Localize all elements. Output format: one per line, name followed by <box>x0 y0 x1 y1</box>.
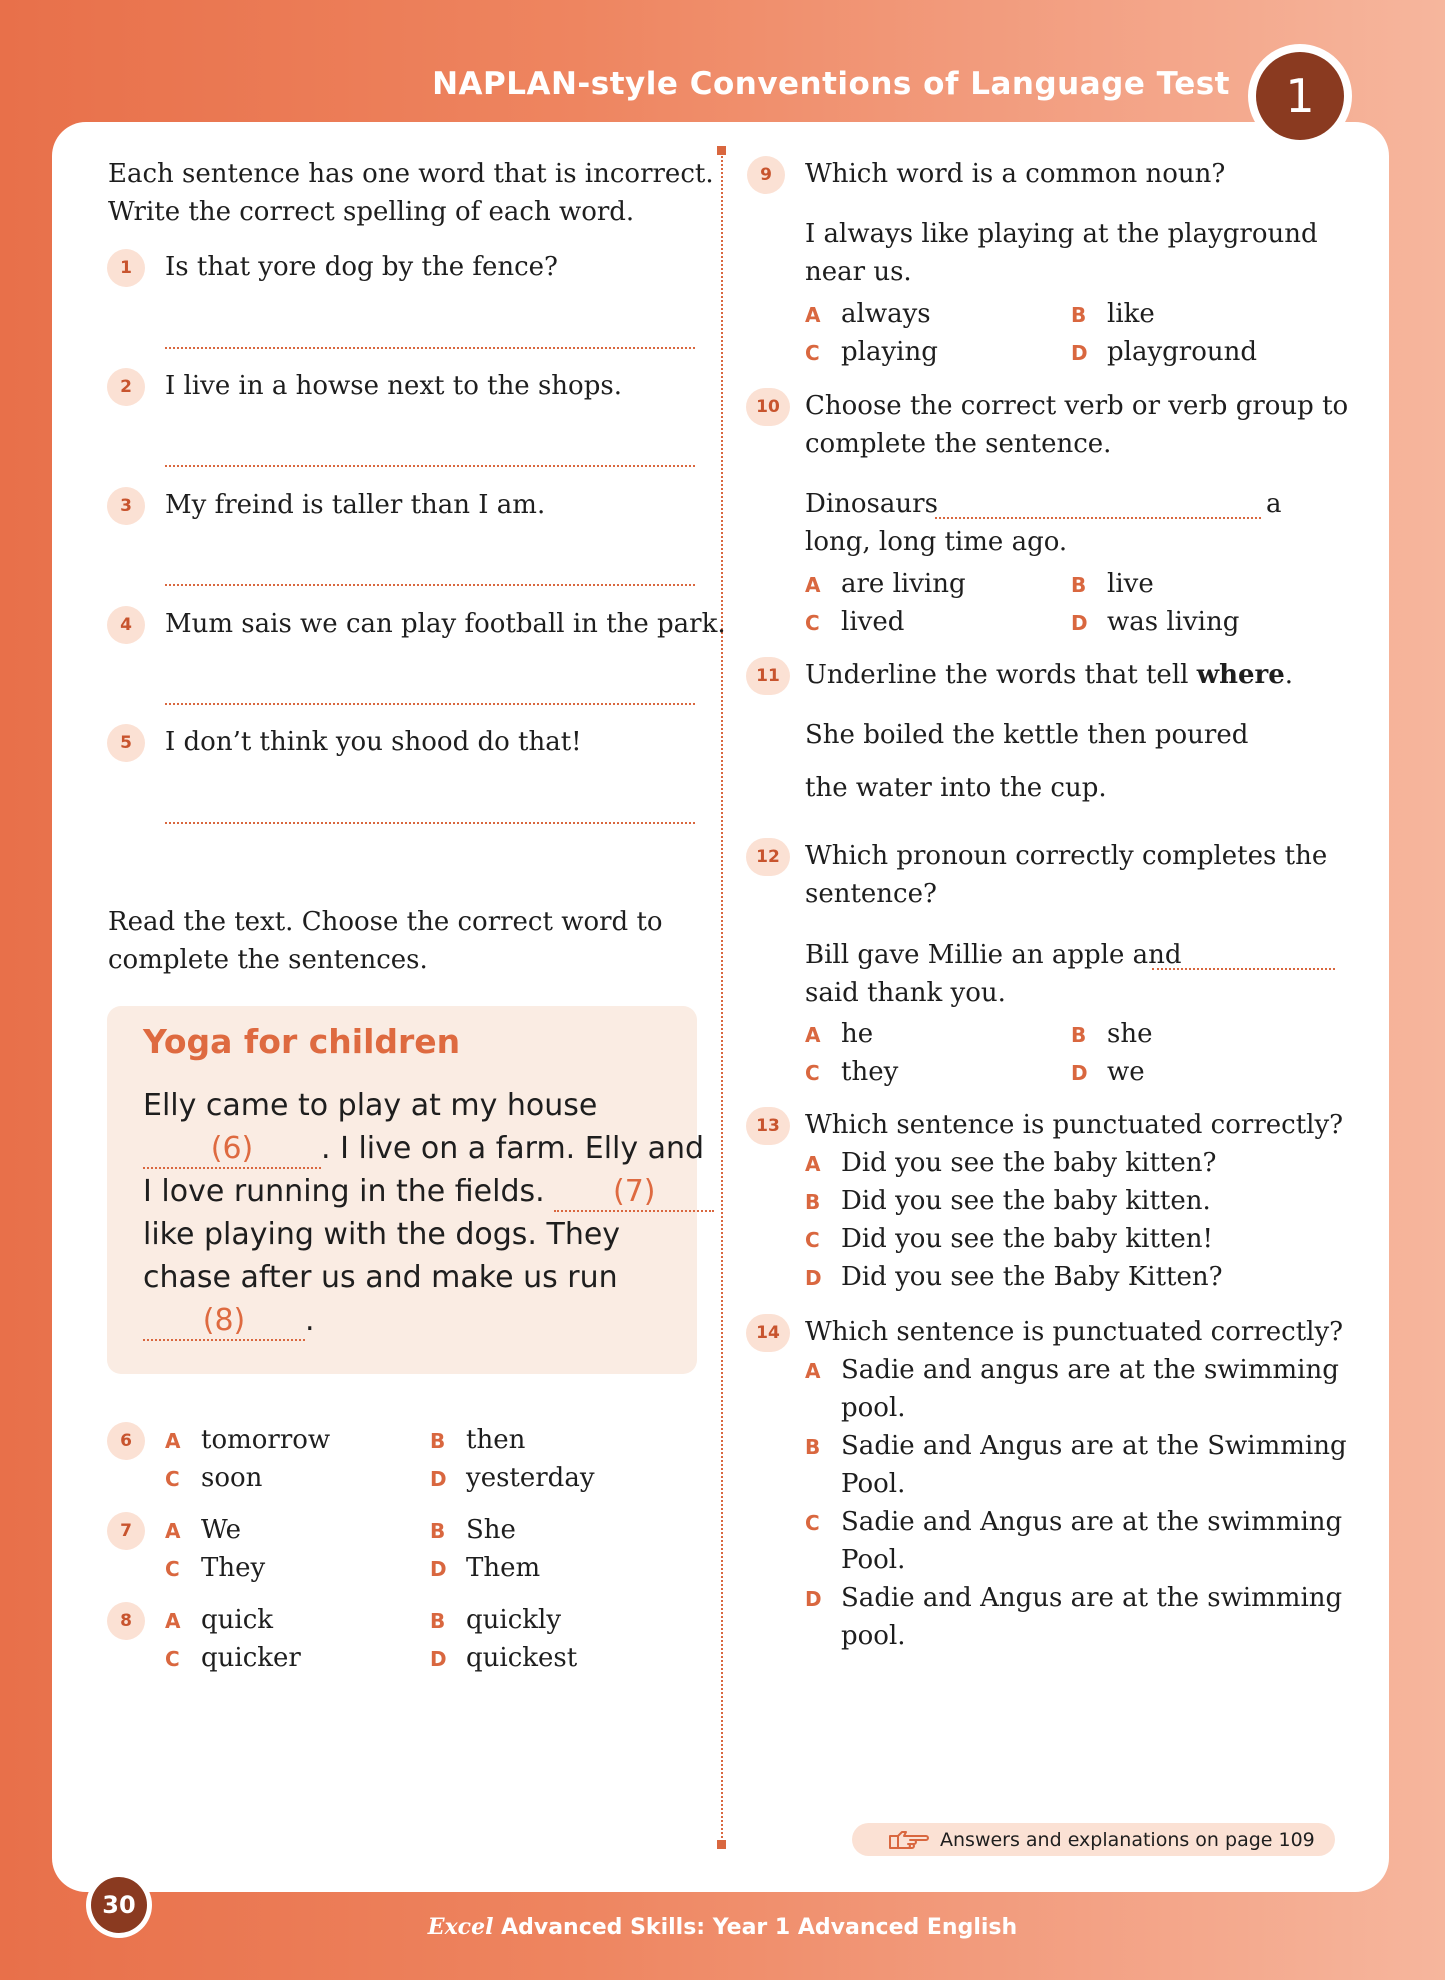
option-b[interactable] <box>430 1421 525 1460</box>
option-letter: C <box>805 1511 820 1535</box>
question-number: 13 <box>746 1107 790 1145</box>
question-text: Is that yore dog by the fence? <box>165 252 558 282</box>
question-number: 5 <box>107 724 145 762</box>
option-text: he <box>841 1019 874 1049</box>
option-c-continued: Pool. <box>841 1545 906 1575</box>
question-number: 10 <box>746 388 790 426</box>
option-a[interactable] <box>805 565 966 604</box>
story-line-3 <box>143 1170 714 1213</box>
option-d[interactable] <box>430 1549 540 1588</box>
option-letter: D <box>1071 611 1088 635</box>
story-line-6 <box>143 1299 315 1342</box>
question-number: 8 <box>107 1602 145 1640</box>
option-letter: D <box>1071 341 1088 365</box>
question-number: 6 <box>107 1422 145 1460</box>
option-text: Sadie and Angus are at the swimming <box>841 1583 1343 1613</box>
question-number: 7 <box>107 1512 145 1550</box>
answer-line[interactable] <box>165 703 695 705</box>
option-letter: A <box>165 1429 181 1453</box>
option-a[interactable] <box>805 295 931 334</box>
option-text: playing <box>841 337 938 367</box>
option-letter: D <box>805 1266 822 1290</box>
option-letter: C <box>165 1557 180 1581</box>
option-a[interactable] <box>165 1421 330 1460</box>
question-number: 12 <box>746 838 790 876</box>
option-text: like <box>1107 299 1155 329</box>
option-text: She <box>466 1515 516 1545</box>
option-text: always <box>841 299 931 329</box>
option-text: quickest <box>466 1643 578 1673</box>
option-c[interactable] <box>165 1549 265 1588</box>
option-b[interactable] <box>430 1601 561 1640</box>
reading-instructions-line-2: complete the sentences. <box>108 945 428 975</box>
option-d[interactable] <box>805 1258 1223 1297</box>
footer-series: Advanced Skills: <box>493 1915 713 1940</box>
answer-line[interactable] <box>935 517 1261 519</box>
answers-note: Answers and explanations on page 109 <box>940 1828 1315 1851</box>
option-b[interactable] <box>1071 1015 1152 1054</box>
option-letter: A <box>805 303 821 327</box>
pointing-hand-icon <box>888 1828 930 1852</box>
footer-brand: Excel <box>427 1914 494 1940</box>
option-letter: D <box>1071 1061 1088 1085</box>
option-text: We <box>201 1515 241 1545</box>
option-letter: B <box>430 1519 446 1543</box>
story-text: . I live on a farm. Elly and <box>321 1131 705 1166</box>
question-text: Which sentence is punctuated correctly? <box>805 1317 1344 1347</box>
story-text: I love running in the fields. <box>143 1174 545 1209</box>
spelling-instructions-line-2: Write the correct spelling of each word. <box>108 197 635 227</box>
story-title: Yoga for children <box>143 1022 461 1061</box>
answer-line[interactable] <box>1152 968 1335 970</box>
option-letter: A <box>805 573 821 597</box>
option-letter: B <box>430 1429 446 1453</box>
reading-instructions-line-1: Read the text. Choose the correct word to <box>108 907 663 937</box>
question-stem[interactable]: the water into the cup. <box>805 773 1107 803</box>
option-letter: B <box>1071 1023 1087 1047</box>
option-letter: A <box>805 1152 821 1176</box>
option-c[interactable] <box>165 1459 262 1498</box>
option-text: lived <box>841 607 905 637</box>
gap-6[interactable]: (6) <box>143 1131 321 1169</box>
question-stem: long, long time ago. <box>805 527 1068 557</box>
question-text: My freind is taller than I am. <box>165 490 546 520</box>
test-number: 1 <box>1256 52 1344 140</box>
option-letter: B <box>1071 303 1087 327</box>
option-b-continued: Pool. <box>841 1469 906 1499</box>
option-letter: D <box>430 1647 447 1671</box>
option-text: Did you see the baby kitten? <box>841 1148 1217 1178</box>
option-d[interactable] <box>1071 603 1239 642</box>
answers-link[interactable] <box>852 1823 1335 1856</box>
divider-cap-bottom <box>717 1840 726 1849</box>
option-letter: B <box>430 1609 446 1633</box>
option-a[interactable] <box>805 1144 1216 1183</box>
option-c[interactable] <box>805 603 904 642</box>
question-text: Which sentence is punctuated correctly? <box>805 1110 1344 1140</box>
question-keyword: where <box>1196 660 1285 690</box>
option-text: was living <box>1107 607 1240 637</box>
option-b[interactable] <box>805 1427 1347 1466</box>
option-d-continued: pool. <box>841 1621 906 1651</box>
question-stem[interactable]: She boiled the kettle then poured <box>805 720 1249 750</box>
option-text: Did you see the baby kitten! <box>841 1224 1213 1254</box>
option-d[interactable] <box>1071 1053 1145 1092</box>
option-letter: A <box>165 1609 181 1633</box>
option-letter: C <box>805 341 820 365</box>
footer-book-title: Year 1 Advanced English <box>712 1915 1018 1940</box>
question-stem: a <box>1266 489 1282 519</box>
option-text: Sadie and angus are at the swimming <box>841 1355 1339 1385</box>
option-a[interactable] <box>165 1601 273 1640</box>
option-text: Sadie and Angus are at the Swimming <box>841 1431 1347 1461</box>
option-letter: C <box>805 611 820 635</box>
option-text: we <box>1107 1057 1145 1087</box>
option-text: live <box>1107 569 1154 599</box>
option-text: tomorrow <box>201 1425 331 1455</box>
question-text: Which pronoun correctly completes the <box>805 841 1328 871</box>
question-text <box>805 656 1293 694</box>
question-text-part: . <box>1284 660 1294 690</box>
option-c[interactable] <box>805 1053 898 1092</box>
option-text: playground <box>1107 337 1258 367</box>
question-stem: Bill gave Millie an apple and <box>805 940 1182 970</box>
option-letter: C <box>165 1467 180 1491</box>
question-text-part: Underline the words that tell <box>805 660 1197 690</box>
option-text: they <box>841 1057 899 1087</box>
question-number: 1 <box>107 249 145 287</box>
option-text: soon <box>201 1463 263 1493</box>
option-d[interactable] <box>805 1579 1342 1618</box>
option-text: Did you see the Baby Kitten? <box>841 1262 1223 1292</box>
option-text: They <box>201 1553 266 1583</box>
test-number-badge <box>1248 44 1352 148</box>
option-c[interactable] <box>805 333 938 372</box>
option-letter: A <box>165 1519 181 1543</box>
option-text: then <box>466 1425 526 1455</box>
question-number: 2 <box>107 368 145 406</box>
option-letter: A <box>805 1359 821 1383</box>
answer-line[interactable] <box>165 822 695 824</box>
option-b[interactable] <box>430 1511 516 1550</box>
question-number: 14 <box>746 1314 790 1352</box>
option-text: Did you see the baby kitten. <box>841 1186 1211 1216</box>
page-number: 30 <box>91 1877 147 1933</box>
spelling-instructions-line-1: Each sentence has one word that is incorrect. <box>108 159 714 189</box>
question-stem: I always like playing at the playground <box>805 219 1318 249</box>
option-letter: D <box>805 1587 822 1611</box>
option-text: yesterday <box>466 1463 595 1493</box>
option-a[interactable] <box>805 1015 873 1054</box>
option-letter: D <box>430 1557 447 1581</box>
answer-line[interactable] <box>165 347 695 349</box>
test-title: NAPLAN-style Conventions of Language Test <box>432 66 1230 102</box>
option-b[interactable] <box>805 1182 1211 1221</box>
question-text: sentence? <box>805 879 937 909</box>
question-stem: Dinosaurs <box>805 489 938 519</box>
option-a[interactable] <box>805 1351 1339 1390</box>
option-text: Them <box>466 1553 541 1583</box>
story-line-1: Elly came to play at my house <box>143 1088 598 1123</box>
option-c[interactable] <box>805 1220 1213 1259</box>
question-number: 3 <box>107 487 145 525</box>
story-line-5: chase after us and make us run <box>143 1260 618 1295</box>
option-letter: C <box>805 1228 820 1252</box>
option-d[interactable] <box>430 1459 595 1498</box>
option-letter: C <box>805 1061 820 1085</box>
option-c[interactable] <box>165 1639 301 1678</box>
option-a-continued: pool. <box>841 1393 906 1423</box>
option-letter: D <box>430 1467 447 1491</box>
question-text: complete the sentence. <box>805 429 1112 459</box>
gap-7[interactable]: (7) <box>554 1174 714 1212</box>
option-d[interactable] <box>430 1639 577 1678</box>
option-text: are living <box>841 569 966 599</box>
option-text: quicker <box>201 1643 301 1673</box>
option-letter: A <box>805 1023 821 1047</box>
option-text: Sadie and Angus are at the swimming <box>841 1507 1343 1537</box>
option-text: quickly <box>466 1605 562 1635</box>
footer-title <box>0 1914 1445 1940</box>
story-text: . <box>305 1303 315 1338</box>
answer-line[interactable] <box>165 584 695 586</box>
question-text: I don’t think you shood do that! <box>165 727 582 757</box>
question-number: 4 <box>107 606 145 644</box>
option-letter: B <box>805 1435 821 1459</box>
option-text: she <box>1107 1019 1153 1049</box>
option-letter: B <box>805 1190 821 1214</box>
column-divider <box>721 148 723 1846</box>
question-text: Which word is a common noun? <box>805 159 1226 189</box>
question-stem: near us. <box>805 257 912 287</box>
option-c[interactable] <box>805 1503 1342 1542</box>
option-b[interactable] <box>1071 295 1155 334</box>
story-line-4: like playing with the dogs. They <box>143 1217 621 1252</box>
story-line-2 <box>143 1127 704 1170</box>
question-text: Choose the correct verb or verb group to <box>805 391 1349 421</box>
option-text: quick <box>201 1605 274 1635</box>
question-number: 11 <box>746 657 790 695</box>
answer-line[interactable] <box>165 465 695 467</box>
question-number: 9 <box>747 156 785 194</box>
question-stem: said thank you. <box>805 978 1006 1008</box>
option-d[interactable] <box>1071 333 1257 372</box>
question-text: Mum sais we can play football in the park. <box>165 609 726 639</box>
option-b[interactable] <box>1071 565 1154 604</box>
option-a[interactable] <box>165 1511 241 1550</box>
option-letter: C <box>165 1647 180 1671</box>
question-text: I live in a howse next to the shops. <box>165 371 622 401</box>
option-letter: B <box>1071 573 1087 597</box>
gap-8[interactable]: (8) <box>143 1303 305 1341</box>
